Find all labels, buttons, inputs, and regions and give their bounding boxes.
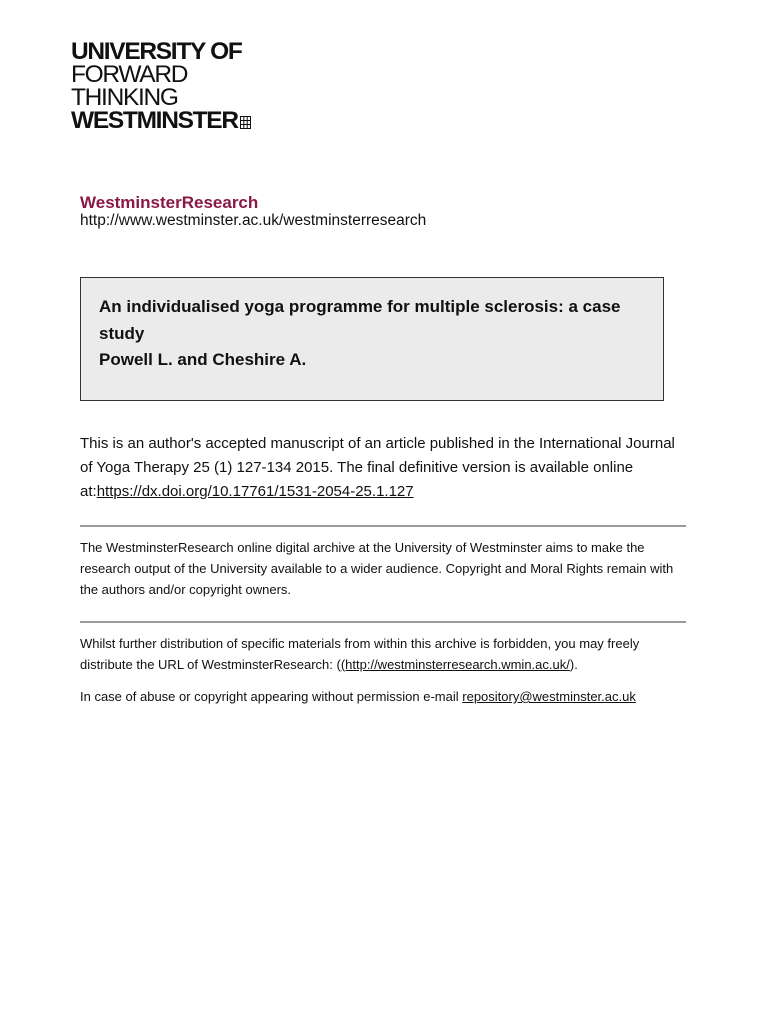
manuscript-text: This is an author's accepted manuscript of an article published in the International Journal of Yoga Therapy 25 (1) 127-134 2015. The final definitive version is available online at:: [80, 435, 675, 500]
logo-line-4-text: WESTMINSTER: [71, 107, 238, 134]
logo-line-1: UNIVERSITY OF: [71, 38, 242, 65]
abuse-notice: [80, 686, 690, 707]
logo-line-4: [71, 109, 251, 132]
repository-name: WestminsterResearch: [80, 193, 259, 212]
distribution-suffix: ).: [569, 657, 578, 672]
logo-line-3: THINKING: [71, 84, 178, 111]
repository-link[interactable]: (http://westminsterresearch.wmin.ac.uk/: [340, 657, 570, 672]
distribution-notice: [80, 633, 690, 675]
repository-email-link[interactable]: repository@westminster.ac.uk: [462, 689, 636, 704]
logo-line-2: FORWARD: [71, 61, 188, 88]
article-title-box: [80, 277, 664, 401]
distribution-text: Whilst further distribution of specific materials from within this archive is forbidden, you may freely distribute the URL of WestminsterResearch: (: [80, 636, 640, 672]
divider-2: [80, 621, 686, 623]
doi-link[interactable]: https://dx.doi.org/10.17761/1531-2054-25.1.127: [96, 483, 414, 500]
article-authors: Powell L. and Cheshire A.: [99, 350, 307, 369]
repository-url: http://www.westminster.ac.uk/westminsterresearch: [80, 212, 427, 229]
abuse-text: In case of abuse or copyright appearing without permission e-mail: [80, 689, 463, 704]
archive-notice: The WestminsterResearch online digital archive at the University of Westminster aims to make the research output of the University available to a wider audience. Copyright and Moral Rights remain with the authors and/or copyright owners.: [80, 540, 674, 597]
portcullis-icon: [240, 116, 251, 129]
article-title: An individualised yoga programme for multiple sclerosis: a case study: [99, 297, 621, 343]
manuscript-statement: [80, 432, 685, 504]
university-logo: [71, 40, 251, 132]
divider-1: [80, 525, 686, 527]
